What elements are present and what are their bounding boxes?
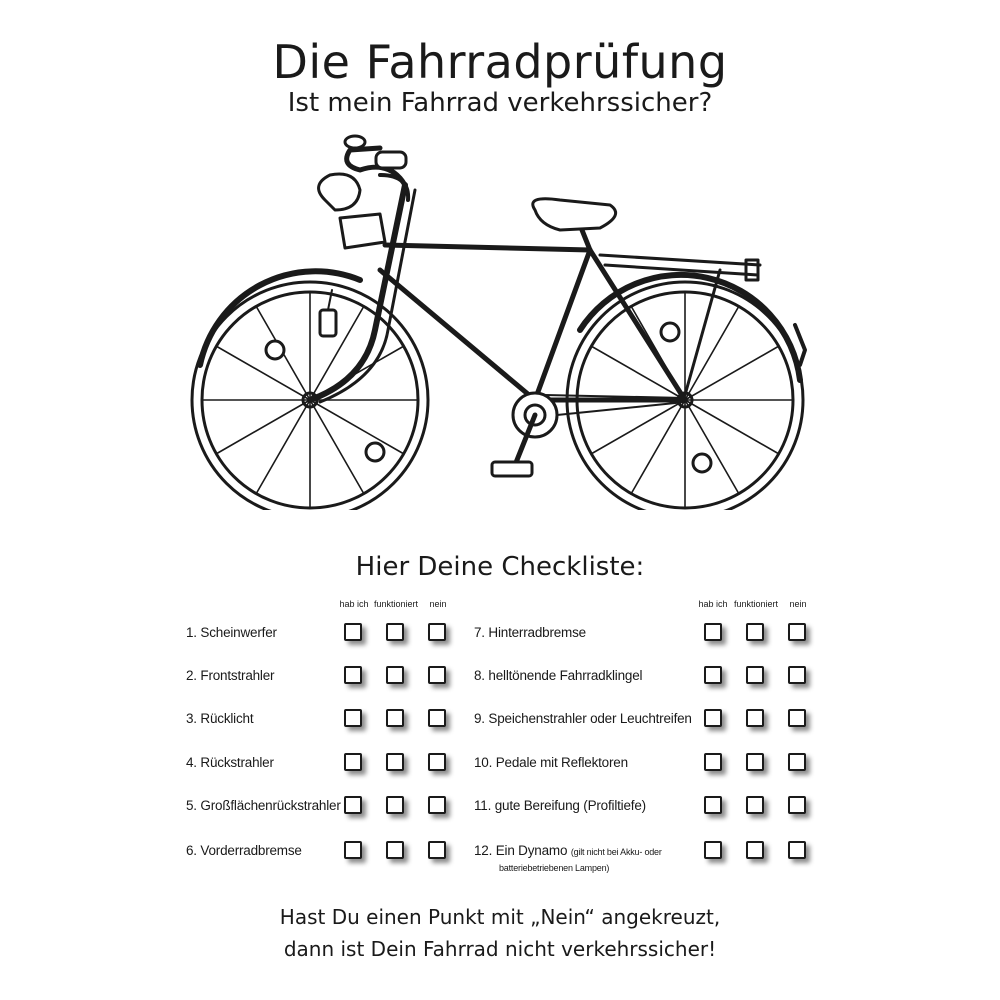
page-title: Die Fahrradprüfung xyxy=(272,35,728,89)
col-header-works: funktioniert xyxy=(733,599,779,609)
checkbox-item7-no[interactable] xyxy=(788,623,806,641)
checkbox-item3-have[interactable] xyxy=(344,709,362,727)
checkbox-item12-works[interactable] xyxy=(746,841,764,859)
col-header-works: funktioniert xyxy=(373,599,419,609)
checkbox-item9-have[interactable] xyxy=(704,709,722,727)
checklist-item-7: 7. Hinterradbremse xyxy=(474,625,586,640)
checkbox-item10-no[interactable] xyxy=(788,753,806,771)
checklist-item-1: 1. Scheinwerfer xyxy=(186,625,277,640)
footer-line-2: dann ist Dein Fahrrad nicht verkehrssicher! xyxy=(283,937,717,961)
checkbox-item5-have[interactable] xyxy=(344,796,362,814)
page-subtitle: Ist mein Fahrrad verkehrssicher? xyxy=(287,88,713,118)
checklist-item-8: 8. helltönende Fahrradklingel xyxy=(474,668,643,683)
checkbox-item11-works[interactable] xyxy=(746,796,764,814)
checkbox-item4-no[interactable] xyxy=(428,753,446,771)
checkbox-item5-works[interactable] xyxy=(386,796,404,814)
checklist-item-2: 2. Frontstrahler xyxy=(186,668,275,683)
checkbox-item2-have[interactable] xyxy=(344,666,362,684)
checkbox-item8-no[interactable] xyxy=(788,666,806,684)
checkbox-item2-no[interactable] xyxy=(428,666,446,684)
checkbox-item6-works[interactable] xyxy=(386,841,404,859)
checkbox-item1-works[interactable] xyxy=(386,623,404,641)
checkbox-item8-have[interactable] xyxy=(704,666,722,684)
checkbox-item6-have[interactable] xyxy=(344,841,362,859)
checkbox-item6-no[interactable] xyxy=(428,841,446,859)
checkbox-item3-works[interactable] xyxy=(386,709,404,727)
checkbox-item12-no[interactable] xyxy=(788,841,806,859)
checkbox-item4-works[interactable] xyxy=(386,753,404,771)
checklist-item-4: 4. Rückstrahler xyxy=(186,755,274,770)
checklist-item-3: 3. Rücklicht xyxy=(186,711,254,726)
checklist-item-12 xyxy=(474,842,662,875)
checklist-item-11: 11. gute Bereifung (Profiltiefe) xyxy=(474,798,646,813)
col-header-no: nein xyxy=(429,599,447,609)
col-header-have: hab ich xyxy=(698,599,728,609)
checkbox-item7-have[interactable] xyxy=(704,623,722,641)
checkbox-item1-have[interactable] xyxy=(344,623,362,641)
checkbox-item1-no[interactable] xyxy=(428,623,446,641)
checkbox-item10-have[interactable] xyxy=(704,753,722,771)
checklist-item-6: 6. Vorderradbremse xyxy=(186,843,302,858)
col-header-have: hab ich xyxy=(339,599,369,609)
footer-line-1: Hast Du einen Punkt mit „Nein“ angekreuzt, xyxy=(279,905,721,929)
checkbox-item11-have[interactable] xyxy=(704,796,722,814)
front-wheel xyxy=(192,282,428,510)
checkbox-item11-no[interactable] xyxy=(788,796,806,814)
checkbox-item9-no[interactable] xyxy=(788,709,806,727)
checkbox-item2-works[interactable] xyxy=(386,666,404,684)
checklist-item-9: 9. Speichenstrahler oder Leuchtreifen xyxy=(474,711,692,726)
checklist-item-10: 10. Pedale mit Reflektoren xyxy=(474,755,628,770)
checkbox-item8-works[interactable] xyxy=(746,666,764,684)
checkbox-item4-have[interactable] xyxy=(344,753,362,771)
checklist-item-12-note-line2: batteriebetriebenen Lampen) xyxy=(499,863,610,873)
bicycle-illustration xyxy=(180,130,820,510)
col-header-no: nein xyxy=(789,599,807,609)
checkbox-item7-works[interactable] xyxy=(746,623,764,641)
checkbox-item12-have[interactable] xyxy=(704,841,722,859)
checklist-item-12-label: 12. Ein Dynamo xyxy=(474,843,568,858)
checkbox-item9-works[interactable] xyxy=(746,709,764,727)
checkbox-item10-works[interactable] xyxy=(746,753,764,771)
checkbox-item5-no[interactable] xyxy=(428,796,446,814)
checklist-item-5: 5. Großflächenrückstrahler xyxy=(186,798,341,813)
checklist-heading: Hier Deine Checkliste: xyxy=(355,552,645,582)
checklist-item-12-note: (gilt nicht bei Akku- oder xyxy=(570,847,662,857)
checkbox-item3-no[interactable] xyxy=(428,709,446,727)
